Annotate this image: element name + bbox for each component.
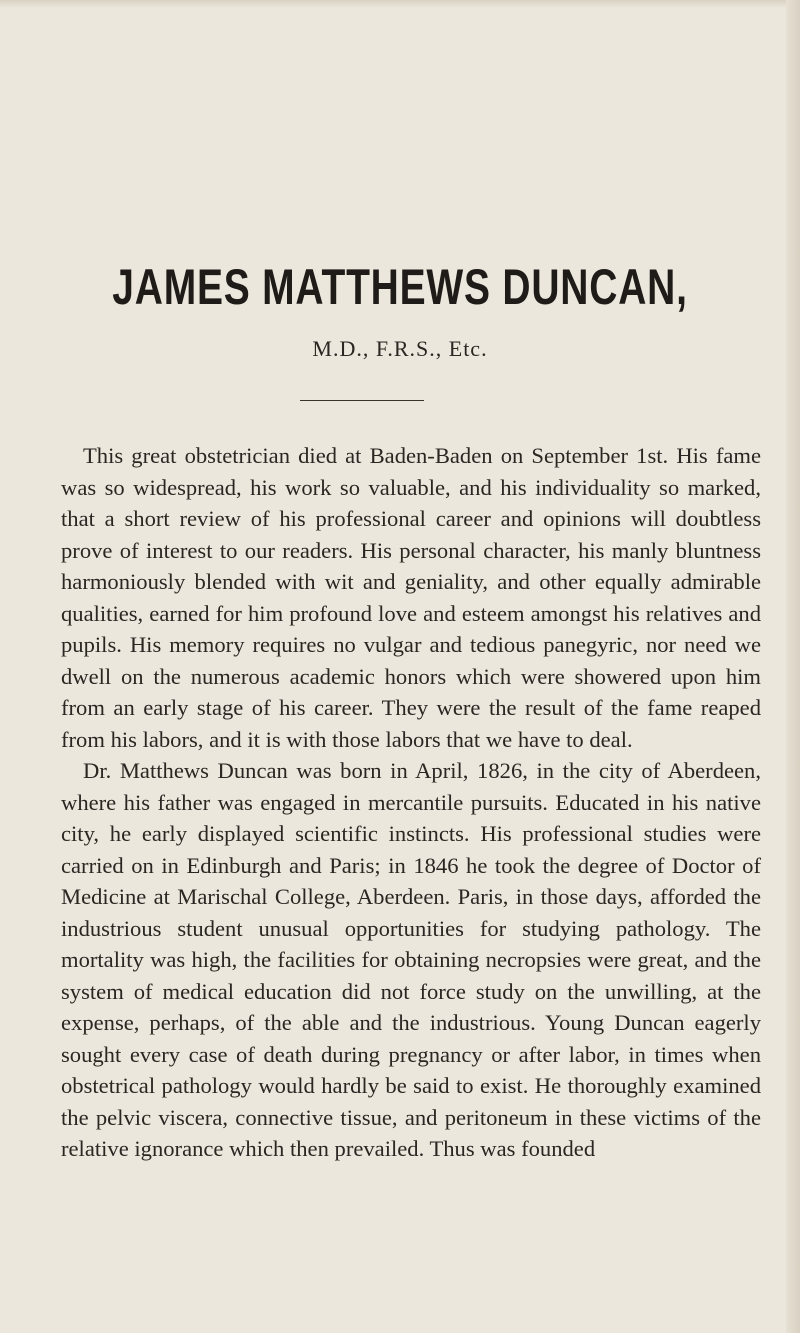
page-edge-shadow	[786, 0, 800, 1333]
paragraph-2: Dr. Matthews Duncan was born in April, 1826, in the city of Aberdeen, where his father was engaged in mercantile pursuits. Educated in his native city, he early displayed scientific instincts. His professional studies were carried on in Edinburgh and Paris; in 1846 he took the degree of Doctor of Medicine at Marischal College, Aberdeen. Paris, in those days, afforded the industrious student unusual opportunities for studying pathology. The mortality was high, the facilities for obtaining necropsies were great, and the system of medical education did not force study on the unwilling, at the expense, perhaps, of the able and the industrious. Young Duncan eagerly sought every case of death during pregnancy or after labor, in times when obstetrical pathology would hardly be said to exist. He thoroughly examined the pelvic viscera, connective tissue, and peritoneum in these victims of the relative ignorance which then prevailed. Thus was founded	[61, 758, 761, 1161]
page-title: JAMES MATTHEWS DUNCAN,	[112, 259, 688, 315]
article-body	[61, 440, 761, 1165]
page-top-shadow	[0, 0, 800, 8]
paragraph-1: This great obstetrician died at Baden-Baden on September 1st. His fame was so widespread, his work so valuable, and his individuality so marked, that a short review of his professional career and opinions will doubtless prove of interest to our readers. His personal character, his manly bluntness harmoniously blended with wit and geniality, and other equally admirable qualities, earned for him profound love and esteem amongst his relatives and pupils. His memory requires no vulgar and tedious panegyric, nor need we dwell on the numerous academic honors which were showered upon him from an early stage of his career. They were the result of the fame reaped from his labors, and it is with those labors that we have to deal.	[61, 443, 761, 752]
page-subtitle: M.D., F.R.S., Etc.	[312, 336, 488, 361]
divider-rule	[300, 400, 424, 401]
